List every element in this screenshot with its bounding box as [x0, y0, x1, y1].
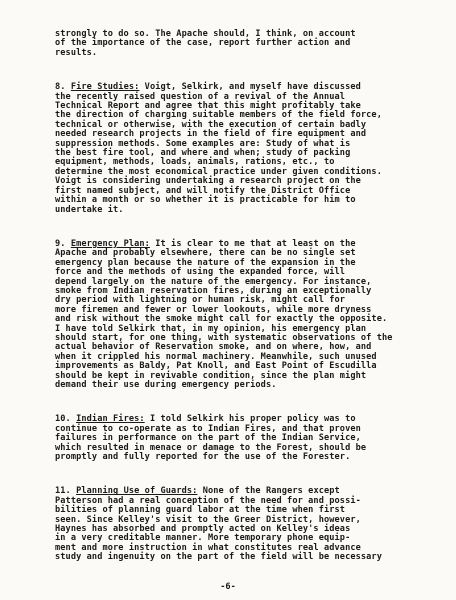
- paragraph-emergency-plan: [55, 240, 438, 391]
- section-heading: Emergency Plan:: [70, 238, 150, 249]
- text-line: emergency plan because the nature of the expansion in the: [55, 257, 356, 268]
- page-number: -6-: [220, 582, 236, 592]
- text-line: continue to co-operate as to Indian Fires, and that proven: [55, 423, 361, 434]
- text-line: promptly and fully reported for the use of the Forester.: [55, 452, 351, 463]
- paragraph-indian-fires: [55, 415, 438, 462]
- text-line: failures in performance on the part of the Indian Service,: [55, 433, 361, 444]
- text-line: Apache and probably elsewhere, there can be no single set: [55, 248, 356, 259]
- text-line: technical or otherwise, with the execution of certain badly: [55, 119, 367, 130]
- text-line: the direction of charging suitable members of the field force,: [55, 110, 382, 121]
- text-line: None of the Rangers except: [197, 486, 340, 497]
- text-line: Technical Report and agree that this might profitably take: [55, 101, 361, 112]
- text-line: determine the most economical practice under given conditions.: [55, 166, 382, 177]
- text-line: needed research projects in the field of fire equipment and: [55, 129, 367, 140]
- text-line: when it crippled his normal machinery. Meanwhile, such unused: [55, 351, 377, 362]
- text-line: study and ingenuity on the part of the field will be necessary: [55, 552, 382, 563]
- text-line: I told Selkirk his proper policy was to: [144, 414, 356, 425]
- text-line: seen. Since Kelley's visit to the Greer District, however,: [55, 514, 361, 525]
- text-line: the recently raised question of a revival of the Annual: [55, 91, 346, 102]
- text-line: improvements as Baldy, Pat Knoll, and East Point of Escudilla: [55, 361, 377, 372]
- text-line: suppression methods. Some examples are: Study of what is: [55, 138, 351, 149]
- section-heading: Fire Studies:: [70, 82, 140, 93]
- section-heading: Indian Fires:: [76, 414, 145, 425]
- text-line: in a very creditable manner. More temporary phone equip-: [55, 533, 351, 544]
- text-line: bilities of planning guard labor at the time when first: [55, 505, 346, 516]
- text-line: Voigt is considering undertaking a research project on the: [55, 176, 361, 187]
- section-number: 9.: [55, 238, 66, 249]
- paragraph-continuation: [55, 30, 438, 58]
- text-line: Voigt, Selkirk, and myself have discussed: [139, 82, 361, 93]
- section-heading: Planning Use of Guards:: [76, 486, 198, 497]
- text-line: strongly to do so. The Apache should, I think, on account: [55, 29, 356, 39]
- text-line: Haynes has absorbed and promptly acted on Kelley's ideas: [55, 524, 351, 535]
- text-line: force and the methods of using the expanded force, will: [55, 267, 346, 278]
- text-line: and risk without the smoke might call for exactly the opposite.: [55, 314, 388, 325]
- text-line: smoke from Indian reservation fires, during an exceptionally: [55, 285, 372, 296]
- text-line: equipment, methods, loads, animals, rations, etc., to: [55, 157, 335, 168]
- text-line: which resulted in menace or damage to the Forest, should be: [55, 442, 367, 453]
- paragraph-fire-studies: [55, 83, 438, 215]
- text-line: more firemen and fewer or lower lookouts, while more dryness: [55, 304, 372, 315]
- text-line: should start, for one thing, with systematic observations of the: [55, 332, 393, 343]
- text-line: undertake it.: [55, 204, 124, 215]
- paragraph-planning-use-of-guards: [55, 487, 438, 562]
- text-line: within a month or so whether it is practicable for him to: [55, 195, 356, 206]
- text-line: first named subject, and will notify the District Office: [55, 185, 351, 196]
- text-line: It is clear to me that at least on the: [149, 238, 356, 249]
- text-line: actual behavior of Reservation smoke, and on where, how, and: [55, 342, 372, 353]
- text-line: of the importance of the case, report further action and: [55, 38, 351, 49]
- text-line: the best fire tool, and where and when; study of packing: [55, 148, 351, 159]
- section-number: 8.: [55, 82, 66, 93]
- text-line: dry period with lightning or human risk, might call for: [55, 295, 346, 306]
- text-line: should be kept in revivable condition, since the plan might: [55, 370, 367, 381]
- text-line: demand their use during emergency periods.: [55, 380, 277, 390]
- section-number: 10.: [55, 414, 71, 425]
- text-line: depend largely on the nature of the emergency. For instance,: [55, 276, 372, 287]
- text-line: I have told Selkirk that, in my opinion, his emergency plan: [55, 323, 367, 334]
- text-line: Patterson had a real conception of the need for and possi-: [55, 495, 361, 506]
- section-number: 11.: [55, 486, 71, 497]
- text-line: ment and more instruction in what constitutes real advance: [55, 542, 361, 553]
- text-line: results.: [55, 47, 98, 58]
